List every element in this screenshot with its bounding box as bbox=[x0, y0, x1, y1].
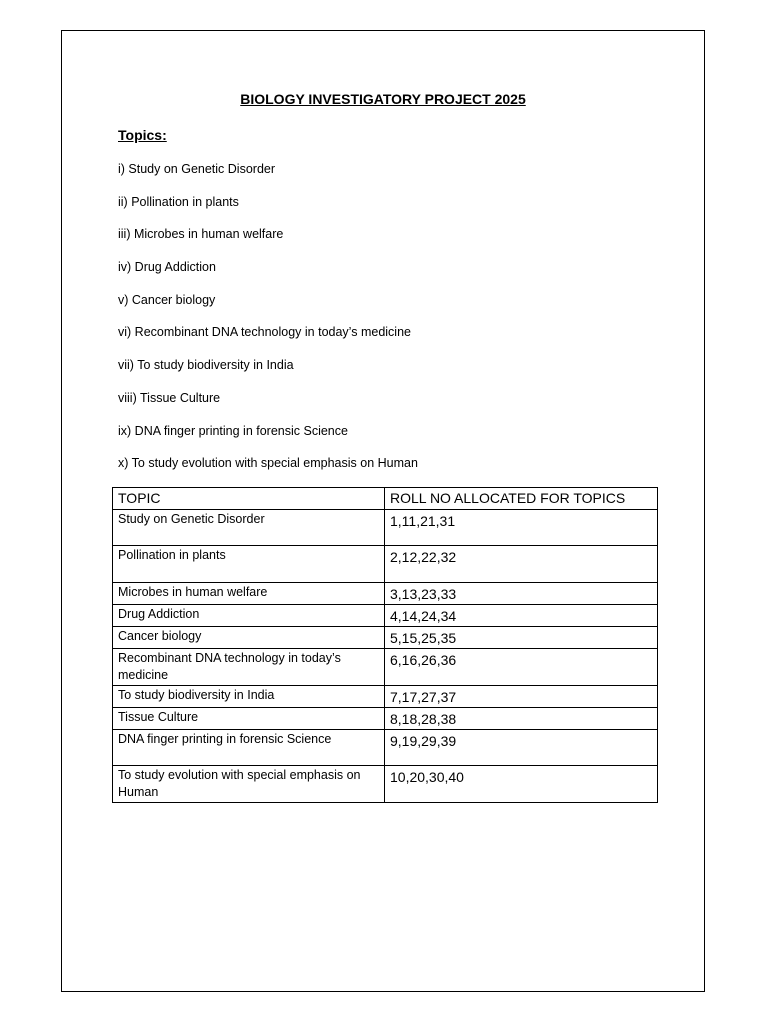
topic-list-item: ix) DNA finger printing in forensic Science bbox=[118, 423, 348, 438]
topic-list-item: iv) Drug Addiction bbox=[118, 260, 216, 275]
topic-cell: Tissue Culture bbox=[113, 708, 385, 730]
topics-heading: Topics: bbox=[118, 127, 167, 143]
topic-list-item: vi) Recombinant DNA technology in today’s medicine bbox=[118, 325, 411, 340]
roll-numbers-cell: 1,11,21,31 bbox=[385, 510, 658, 546]
topic-cell: Pollination in plants bbox=[113, 546, 385, 583]
topic-cell: Recombinant DNA technology in today’s medicine bbox=[113, 649, 385, 686]
document-title: BIOLOGY INVESTIGATORY PROJECT 2025 bbox=[240, 91, 526, 107]
topic-column-header: TOPIC bbox=[113, 488, 385, 510]
roll-numbers-cell: 7,17,27,37 bbox=[385, 686, 658, 708]
topic-list-item: ii) Pollination in plants bbox=[118, 194, 239, 209]
roll-numbers-cell: 9,19,29,39 bbox=[385, 730, 658, 766]
roll-allocation-table bbox=[112, 487, 658, 803]
table-row bbox=[113, 730, 658, 766]
topic-list-item: v) Cancer biology bbox=[118, 292, 216, 307]
table-row bbox=[113, 766, 658, 803]
roll-numbers-cell: 6,16,26,36 bbox=[385, 649, 658, 686]
table-row bbox=[113, 708, 658, 730]
topic-cell: Drug Addiction bbox=[113, 605, 385, 627]
roll-numbers-cell: 2,12,22,32 bbox=[385, 546, 658, 583]
table-row bbox=[113, 627, 658, 649]
roll-numbers-cell: 4,14,24,34 bbox=[385, 605, 658, 627]
roll-numbers-cell: 5,15,25,35 bbox=[385, 627, 658, 649]
topic-list-item: i) Study on Genetic Disorder bbox=[118, 162, 276, 176]
topic-list-item: x) To study evolution with special emphasis on Human bbox=[118, 456, 418, 471]
table-row bbox=[113, 510, 658, 546]
roll-numbers-cell: 10,20,30,40 bbox=[385, 766, 658, 803]
topic-cell: To study evolution with special emphasis on Human bbox=[113, 766, 385, 803]
topic-cell: To study biodiversity in India bbox=[113, 686, 385, 708]
topic-cell: Cancer biology bbox=[113, 627, 385, 649]
table-row bbox=[113, 605, 658, 627]
topic-list bbox=[118, 161, 418, 488]
topic-list-item: viii) Tissue Culture bbox=[118, 390, 221, 405]
table-header-row bbox=[113, 488, 658, 510]
topic-list-item: vii) To study biodiversity in India bbox=[118, 358, 294, 373]
table-row bbox=[113, 686, 658, 708]
table-row bbox=[113, 583, 658, 605]
document-page bbox=[61, 30, 705, 992]
table-row bbox=[113, 649, 658, 686]
topic-cell: Microbes in human welfare bbox=[113, 583, 385, 605]
roll-column-header: ROLL NO ALLOCATED FOR TOPICS bbox=[385, 488, 658, 510]
topic-cell: Study on Genetic Disorder bbox=[113, 510, 385, 546]
roll-numbers-cell: 8,18,28,38 bbox=[385, 708, 658, 730]
roll-numbers-cell: 3,13,23,33 bbox=[385, 583, 658, 605]
topic-list-item: iii) Microbes in human welfare bbox=[118, 227, 284, 242]
topic-cell: DNA finger printing in forensic Science bbox=[113, 730, 385, 766]
table-row bbox=[113, 546, 658, 583]
